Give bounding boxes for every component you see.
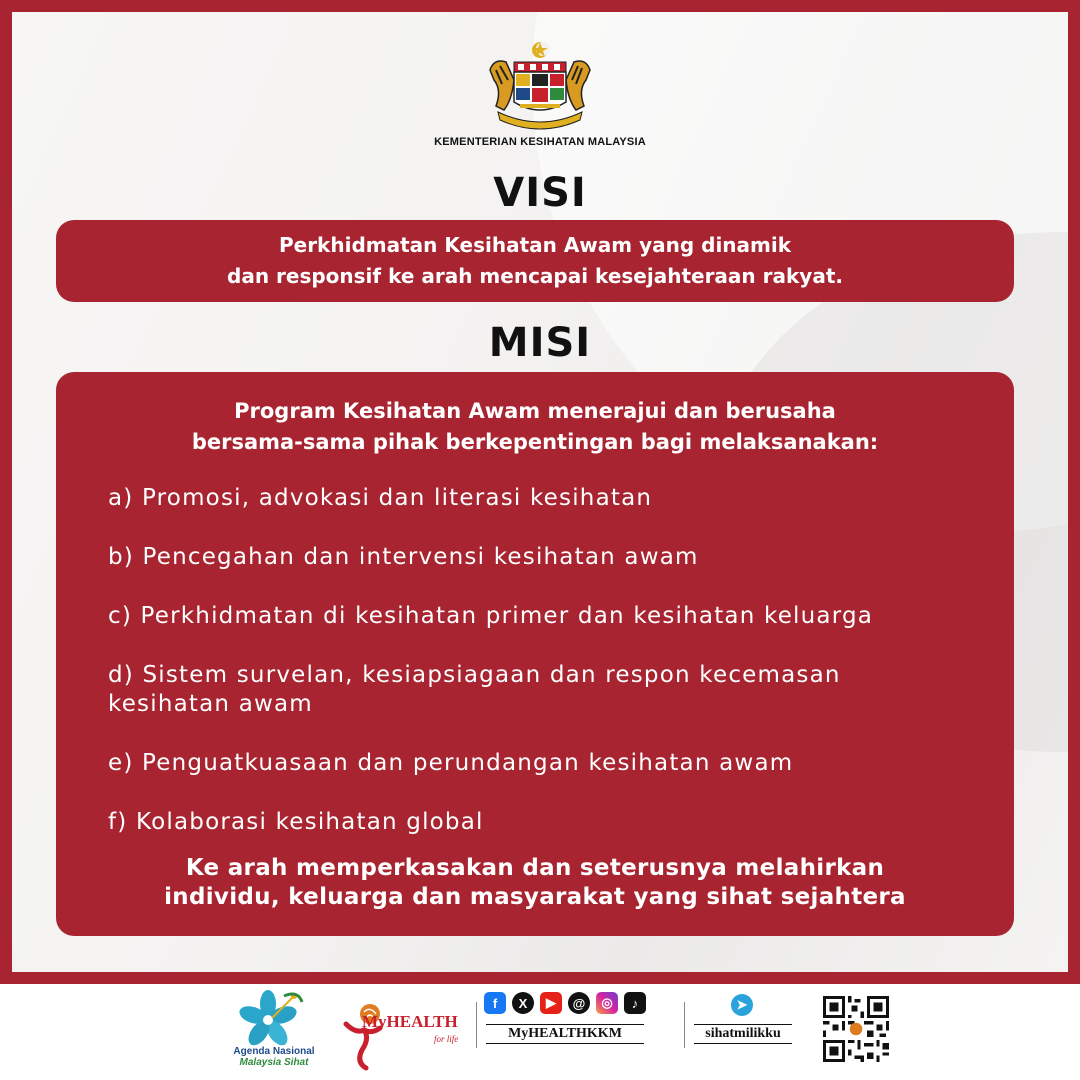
misi-intro-line: bersama-sama pihak berkepentingan bagi melaksanakan: [191, 430, 879, 454]
coat-of-arms-icon [484, 40, 596, 130]
misi-item: b) Pencegahan dan intervensi kesihatan awam [108, 544, 699, 570]
visi-box [56, 220, 1014, 302]
instagram-icon[interactable]: ◎ [596, 992, 618, 1014]
youtube-icon[interactable]: ▶ [540, 992, 562, 1014]
tiktok-icon[interactable]: ♪ [624, 992, 646, 1014]
social-icons [484, 992, 646, 1014]
misi-item: e) Penguatkuasaan dan perundangan kesihatan awam [108, 750, 794, 776]
telegram-handle[interactable]: sihatmilikku [694, 1024, 792, 1044]
myhealth-wordmark: MyHEALTH [362, 1012, 458, 1031]
telegram-icon[interactable]: ➤ [731, 994, 753, 1016]
misi-intro [56, 396, 1014, 458]
misi-closing-line: Ke arah memperkasakan dan seterusnya melahirkan [185, 855, 885, 881]
agenda-line1: Agenda Nasional [233, 1046, 315, 1057]
visi-line: Perkhidmatan Kesihatan Awam yang dinamik [278, 233, 792, 257]
misi-item: f) Kolaborasi kesihatan global [108, 809, 484, 835]
myhealth-logo-icon [340, 994, 470, 1072]
misi-intro-line: Program Kesihatan Awam menerajui dan berusaha [234, 399, 836, 423]
misi-item: d) Sistem survelan, kesiapsiagaan dan respon kecemasan kesihatan awam [108, 662, 841, 717]
myhealthkkm-handle[interactable]: MyHEALTHKKM [486, 1024, 644, 1044]
misi-item: c) Perkhidmatan di kesihatan primer dan kesihatan keluarga [108, 603, 874, 629]
misi-box [56, 372, 1014, 936]
divider [684, 1002, 685, 1048]
myhealth-tagline: for life [434, 1034, 459, 1044]
threads-icon[interactable]: @ [568, 992, 590, 1014]
footer-bar [0, 984, 1080, 1080]
misi-closing-line: individu, keluarga dan masyarakat yang sihat sejahtera [164, 884, 906, 910]
agenda-nasional-label [214, 1046, 334, 1068]
misi-item: a) Promosi, advokasi dan literasi kesihatan [108, 485, 653, 511]
visi-heading: VISI [493, 170, 587, 216]
misi-closing [56, 854, 1014, 912]
agenda-line2: Malaysia Sihat [239, 1057, 309, 1068]
visi-line: dan responsif ke arah mencapai kesejahteraan rakyat. [227, 264, 843, 288]
x-icon[interactable]: X [512, 992, 534, 1014]
facebook-icon[interactable]: f [484, 992, 506, 1014]
qr-code-icon[interactable] [823, 996, 889, 1062]
misi-heading: MISI [488, 320, 592, 366]
divider [476, 1002, 477, 1048]
ministry-name: KEMENTERIAN KESIHATAN MALAYSIA [434, 136, 646, 148]
